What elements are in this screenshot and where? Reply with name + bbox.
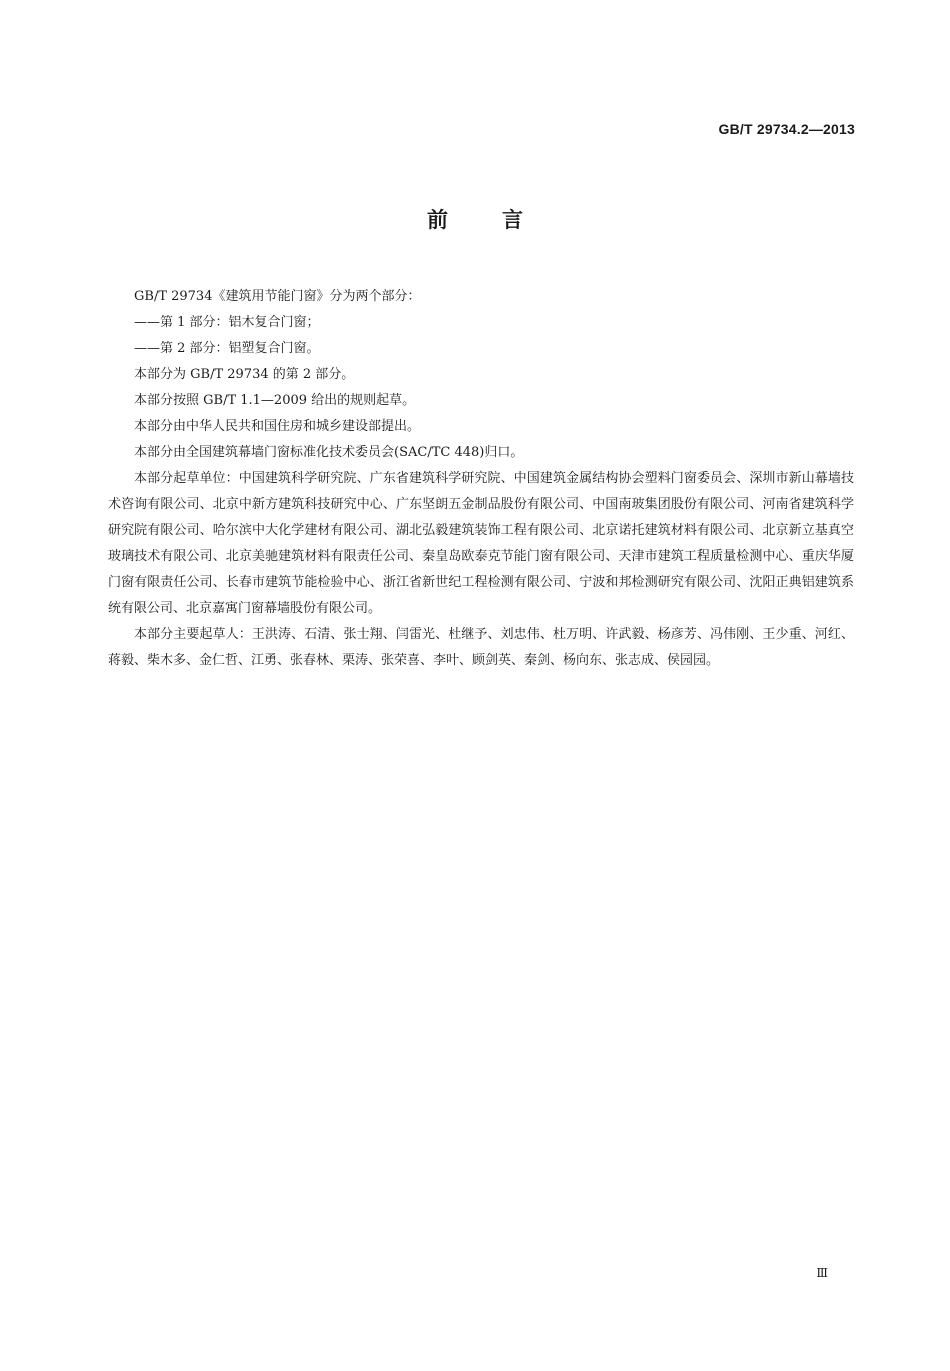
this-part-paragraph: 本部分为 GB/T 29734 的第 2 部分。	[134, 367, 355, 382]
drafting-units-paragraph: 本部分起草单位：中国建筑科学研究院、广东省建筑科学研究院、中国建筑金属结构协会塑料门窗委员会、深圳市新山幕墙技术咨询有限公司、北京中新方建筑科技研究中心、广东坚朗五金制品股份有限公司、中国南玻集团股份有限公司、河南省建筑科学研究院有限公司、哈尔滨中大化学建材有限公司、湖北弘毅建筑装饰工程有限公司、北京诺托建筑材料有限公司、北京新立基真空玻璃技术有限公司、北京美驰建筑材料有限责任公司、秦皇岛欧泰克节能门窗有限公司、天津市建筑工程质量检测中心、重庆华厦门窗有限责任公司、长春市建筑节能检验中心、浙江省新世纪工程检测有限公司、宁波和邦检测研究有限公司、沈阳正典铝建筑系统有限公司、北京嘉寓门窗幕墙股份有限公司。	[108, 471, 854, 616]
drafters-paragraph: 本部分主要起草人：王洪涛、石清、张士翔、闫雷光、杜继予、刘忠伟、杜万明、许武毅、杨彦芳、冯伟刚、王少重、河红、蒋毅、柴木多、金仁哲、江勇、张春林、栗涛、张荣喜、李叶、顾剑英、秦剑、杨向东、张志成、侯园园。	[108, 627, 854, 668]
page-title: 前言	[427, 208, 577, 232]
part-1-item: ——第 1 部分：铝木复合门窗；	[134, 315, 320, 330]
drafting-rules-paragraph: 本部分按照 GB/T 1.1—2009 给出的规则起草。	[134, 393, 416, 408]
proposed-by-paragraph: 本部分由中华人民共和国住房和城乡建设部提出。	[134, 419, 421, 434]
standard-code: GB/T 29734.2—2013	[718, 121, 855, 137]
intro-paragraph: GB/T 29734《建筑用节能门窗》分为两个部分：	[134, 289, 421, 304]
foreword-body	[108, 284, 854, 674]
page-number: Ⅲ	[816, 1266, 828, 1280]
centralized-by-paragraph: 本部分由全国建筑幕墙门窗标准化技术委员会(SAC/TC 448)归口。	[134, 445, 524, 460]
part-2-item: ——第 2 部分：铝塑复合门窗。	[134, 341, 320, 356]
